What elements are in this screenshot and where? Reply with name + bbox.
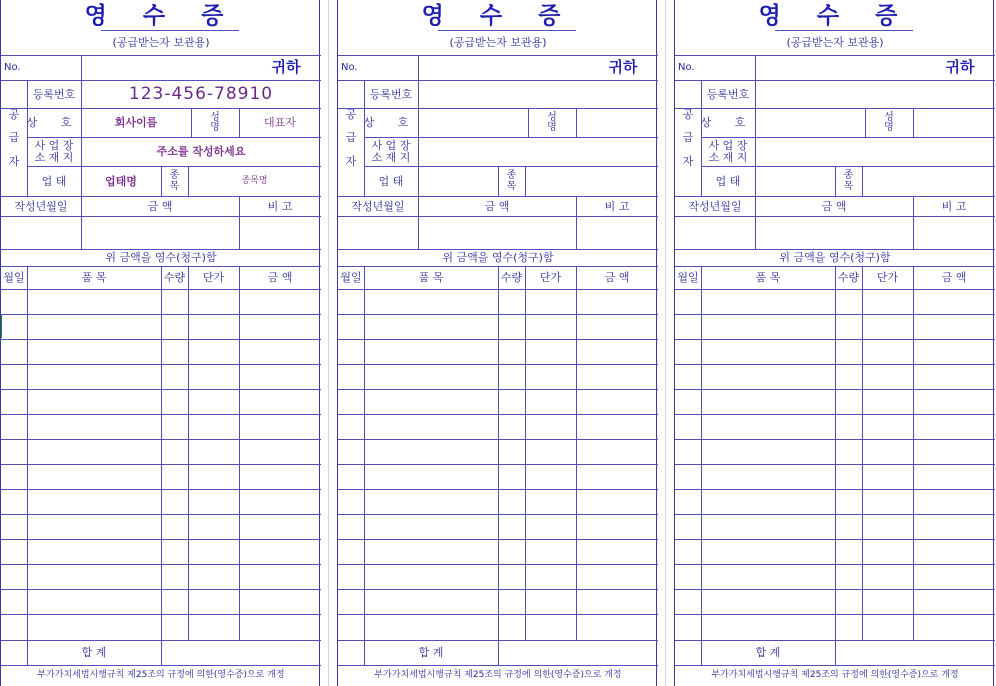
receipt-form xyxy=(674,0,994,686)
grid-line-vertical xyxy=(161,266,162,665)
grid-line-horizontal xyxy=(1,216,321,217)
legal-footer: 부가가치세법시행규칙 제25조의 규정에 의한(영수증)으로 개정 xyxy=(37,670,285,681)
receipt-title: 영 수 증 xyxy=(758,2,912,29)
column-header-quantity: 수량 xyxy=(163,271,186,285)
business-item-label: 종 목 xyxy=(506,170,517,192)
recipient-honorific: 귀하 xyxy=(608,58,638,77)
company-name-value[interactable]: 회사이름 xyxy=(114,116,158,130)
registration-number-value[interactable] xyxy=(755,81,995,108)
grid-line-vertical xyxy=(188,266,189,640)
grid-line-horizontal xyxy=(438,30,576,31)
legal-footer: 부가가치세법시행규칙 제25조의 규정에 의한(영수증)으로 개정 xyxy=(711,670,959,681)
company-name-label: 상 호 xyxy=(700,116,756,130)
business-address-label: 사 업 장 소 재 지 xyxy=(708,139,748,164)
registration-number-value[interactable]: 123-456-78910 xyxy=(128,83,274,104)
receipt-subtitle: (공급받는자 보관용) xyxy=(786,36,884,50)
note-label: 비 고 xyxy=(604,199,630,213)
supplier-label-char: 자 xyxy=(682,154,694,168)
business-type-value[interactable] xyxy=(418,167,498,196)
business-address-label: 사 업 장 소 재 지 xyxy=(34,139,74,164)
column-header-quantity: 수량 xyxy=(837,271,860,285)
receipt-number-label: No. xyxy=(4,61,21,73)
supplier-label-char: 공 xyxy=(345,107,357,121)
receipt-form xyxy=(337,0,657,686)
column-header-quantity: 수량 xyxy=(500,271,523,285)
grid-line-vertical xyxy=(835,266,836,665)
grid-line-vertical xyxy=(913,266,914,640)
column-header-unit-price: 단가 xyxy=(876,271,899,285)
column-gap-line xyxy=(665,0,666,686)
business-type-value[interactable]: 업태명 xyxy=(105,174,137,188)
business-type-label: 업 태 xyxy=(41,174,67,188)
receipt-statement: 위 금액을 영수(청구)함 xyxy=(442,250,554,264)
business-item-value[interactable] xyxy=(862,167,995,196)
grid-line-vertical xyxy=(701,266,702,665)
total-label: 합 계 xyxy=(81,646,107,660)
column-gap-line xyxy=(328,0,329,686)
representative-name-label: 성 명 xyxy=(210,111,220,133)
supplier-label-char: 자 xyxy=(8,154,20,168)
business-address-value[interactable] xyxy=(418,138,658,166)
representative-name-label: 성 명 xyxy=(547,111,557,133)
business-item-label: 종 목 xyxy=(843,170,854,192)
business-type-value[interactable] xyxy=(755,167,835,196)
representative-name-value[interactable] xyxy=(913,109,995,137)
grid-line-vertical xyxy=(364,266,365,665)
company-name-label: 상 호 xyxy=(363,116,419,130)
supplier-label-char: 공 xyxy=(682,107,694,121)
grid-line-vertical xyxy=(27,266,28,665)
grid-line-vertical xyxy=(576,266,577,640)
recipient-honorific: 귀하 xyxy=(945,58,975,77)
business-address-label: 사 업 장 소 재 지 xyxy=(371,139,411,164)
supplier-label xyxy=(1,80,27,196)
column-header-item: 품 목 xyxy=(418,271,444,285)
business-item-label: 종 목 xyxy=(169,170,180,192)
column-header-amount: 금 액 xyxy=(604,271,630,285)
supplier-label-char: 자 xyxy=(345,154,357,168)
grid-line-vertical xyxy=(498,266,499,665)
total-label: 합 계 xyxy=(418,646,444,660)
total-label: 합 계 xyxy=(755,646,781,660)
note-label: 비 고 xyxy=(267,199,293,213)
representative-name-value[interactable] xyxy=(576,109,658,137)
recipient-honorific: 귀하 xyxy=(271,58,301,77)
supplier-label xyxy=(338,80,364,196)
legal-footer: 부가가치세법시행규칙 제25조의 규정에 의한(영수증)으로 개정 xyxy=(374,670,622,681)
grid-line-vertical xyxy=(862,266,863,640)
note-label: 비 고 xyxy=(941,199,967,213)
receipt-statement: 위 금액을 영수(청구)함 xyxy=(105,250,217,264)
column-header-item: 품 목 xyxy=(755,271,781,285)
receipt-subtitle: (공급받는자 보관용) xyxy=(112,36,210,50)
grid-line-vertical xyxy=(755,55,756,80)
receipt-title: 영 수 증 xyxy=(421,2,575,29)
receipt-statement: 위 금액을 영수(청구)함 xyxy=(779,250,891,264)
business-item-value[interactable] xyxy=(525,167,658,196)
column-header-date: 월일 xyxy=(677,271,699,285)
column-header-amount: 금 액 xyxy=(941,271,967,285)
date-written-label: 작성년월일 xyxy=(688,199,742,213)
grid-line-vertical xyxy=(239,266,240,640)
receipt-form xyxy=(0,0,320,686)
supplier-label-char: 공 xyxy=(8,107,20,121)
column-header-date: 월일 xyxy=(340,271,362,285)
grid-line-horizontal xyxy=(775,30,913,31)
column-header-unit-price: 단가 xyxy=(539,271,562,285)
registration-number-label: 등록번호 xyxy=(369,87,413,101)
date-written-label: 작성년월일 xyxy=(351,199,405,213)
business-type-label: 업 태 xyxy=(715,174,741,188)
representative-name-value[interactable]: 대표자 xyxy=(264,116,296,130)
company-name-value[interactable] xyxy=(755,109,865,137)
representative-name-label: 성 명 xyxy=(884,111,894,133)
column-header-item: 품 목 xyxy=(81,271,107,285)
grid-line-horizontal xyxy=(101,30,239,31)
company-name-label: 상 호 xyxy=(26,116,82,130)
grid-line-vertical xyxy=(81,55,82,80)
business-item-value[interactable]: 종목명 xyxy=(241,175,268,186)
grid-line-vertical xyxy=(418,55,419,80)
grid-line-horizontal xyxy=(338,216,658,217)
registration-number-label: 등록번호 xyxy=(706,87,750,101)
business-address-value[interactable] xyxy=(755,138,995,166)
business-type-label: 업 태 xyxy=(378,174,404,188)
amount-label: 금 액 xyxy=(147,199,173,213)
receipt-number-label: No. xyxy=(678,61,695,73)
supplier-label-char: 급 xyxy=(345,131,357,145)
receipt-subtitle: (공급받는자 보관용) xyxy=(449,36,547,50)
registration-number-value[interactable] xyxy=(418,81,658,108)
amount-label: 금 액 xyxy=(821,199,847,213)
amount-label: 금 액 xyxy=(484,199,510,213)
column-header-amount: 금 액 xyxy=(267,271,293,285)
grid-line-horizontal xyxy=(675,216,995,217)
date-written-label: 작성년월일 xyxy=(14,199,68,213)
receipt-title: 영 수 증 xyxy=(84,2,238,29)
column-header-date: 월일 xyxy=(3,271,25,285)
company-name-value[interactable] xyxy=(418,109,528,137)
grid-line-vertical xyxy=(525,266,526,640)
supplier-label-char: 급 xyxy=(8,131,20,145)
business-address-value[interactable]: 주소를 작성하세요 xyxy=(156,145,246,159)
supplier-label xyxy=(675,80,701,196)
column-header-unit-price: 단가 xyxy=(202,271,225,285)
receipt-number-label: No. xyxy=(341,61,358,73)
registration-number-label: 등록번호 xyxy=(32,87,76,101)
supplier-label-char: 급 xyxy=(682,131,694,145)
